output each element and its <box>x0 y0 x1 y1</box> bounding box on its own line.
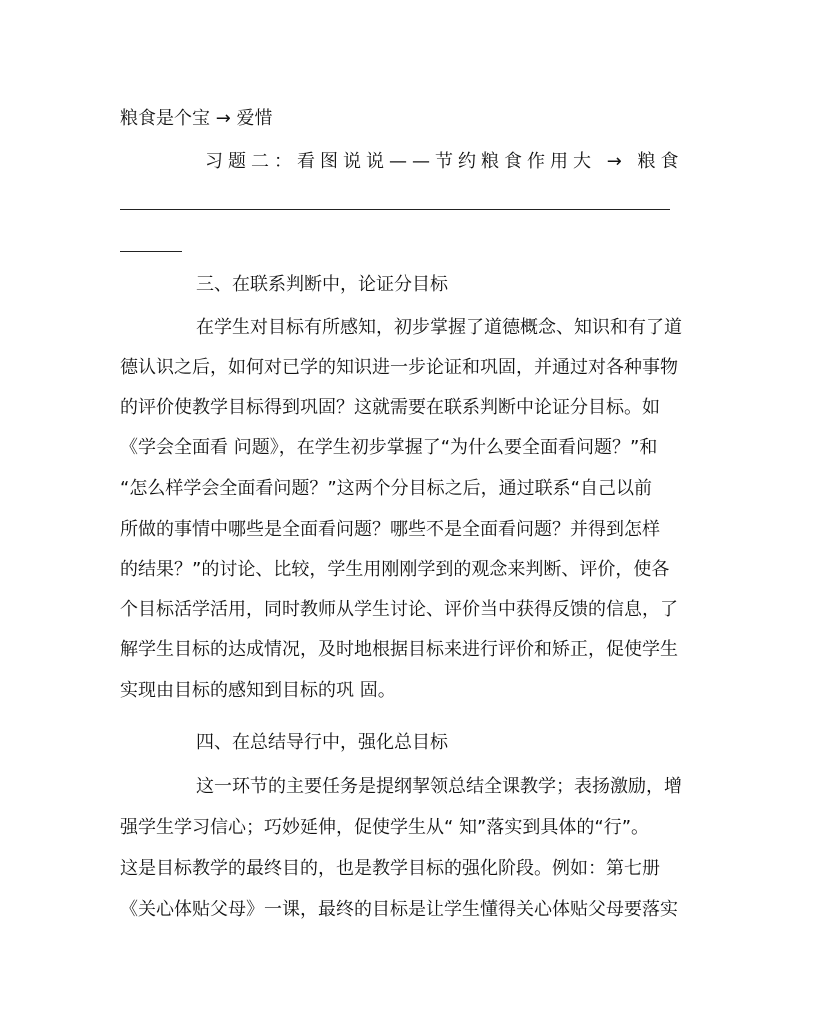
paragraph-line: 实现由目标的感知到目标的巩 固。 <box>120 680 396 701</box>
paragraph-line: 的评价使教学目标得到巩固？这就需要在联系判断中论证分目标。如 <box>120 397 660 418</box>
section-heading-four: 四、在总结导行中，强化总目标 <box>196 732 448 753</box>
paragraph-line: 强学生学习信心；巧妙延伸，促使学生从“ 知”落实到具体的“行”。 <box>120 817 650 838</box>
section-heading-three: 三、在联系判断中，论证分目标 <box>196 274 448 295</box>
paragraph-line: 所做的事情中哪些是全面看问题？哪些不是全面看问题？并得到怎样 <box>120 519 660 540</box>
paragraph-line: 《关心体贴父母》一课，最终的目标是让学生懂得关心体贴父母要落实 <box>120 899 678 920</box>
paragraph-line: 在学生对目标有所感知，初步掌握了道德概念、知识和有了道 <box>196 317 682 338</box>
paragraph-line: 这一环节的主要任务是提纲挈领总结全课教学；表扬激励，增 <box>196 776 682 797</box>
exercise-two-line: 习题二：看图说说——节约粮食作用大 → 粮食 <box>205 151 684 172</box>
paragraph-line: 的结果？”的讨论、比较，学生用刚刚学到的观念来判断、评价，使各 <box>120 559 670 580</box>
answer-blank-line <box>120 209 670 210</box>
paragraph-line: 这是目标教学的最终目的，也是教学目标的强化阶段。例如：第七册 <box>120 858 660 879</box>
exercise-one-line: 粮食是个宝 → 爱惜 <box>120 108 273 129</box>
paragraph-line: 解学生目标的达成情况，及时地根据目标来进行评价和矫正，促使学生 <box>120 639 678 660</box>
paragraph-line: “怎么样学会全面看问题？”这两个分目标之后，通过联系“自己以前 <box>120 478 652 499</box>
paragraph-line: 《学会全面看 问题》，在学生初步掌握了“为什么要全面看问题？”和 <box>120 437 658 458</box>
answer-blank-line-short <box>120 251 182 252</box>
paragraph-line: 个目标活学活用，同时教师从学生讨论、评价当中获得反馈的信息，了 <box>120 599 678 620</box>
paragraph-line: 德认识之后，如何对已学的知识进一步论证和巩固，并通过对各种事物 <box>120 357 678 378</box>
